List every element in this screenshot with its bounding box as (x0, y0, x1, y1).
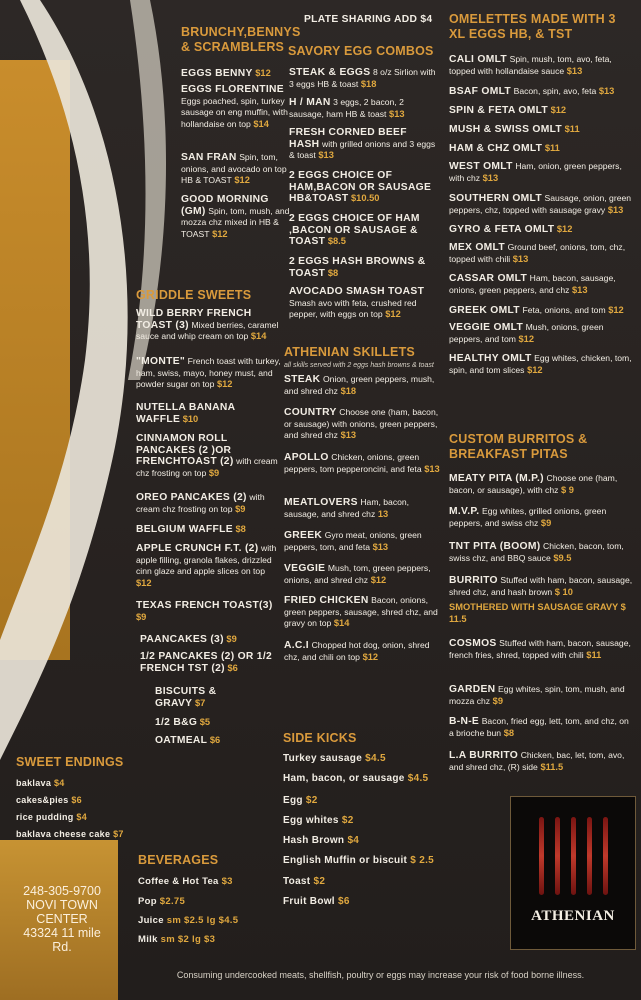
flame-icon (603, 817, 608, 895)
menu-item: M.V.P. Egg whites, grilled onions, green peppers, and swiss chz $9 (449, 506, 607, 528)
menu-item: BSAF OMLT Bacon, spin, avo, feta $13 (449, 86, 615, 97)
menu-item: OREO PANCAKES (2) with cream chz frosting on top $9 (136, 492, 265, 514)
address-line: Rd. (52, 940, 72, 954)
logo-text: ATHENIAN (531, 908, 615, 924)
menu-item: CASSAR OMLT Ham, bacon, sausage, onions, green peppers, and chz $13 (449, 273, 616, 295)
menu-item: TEXAS FRENCH TOAST(3) $9 (136, 600, 273, 622)
side-item: English Muffin or biscuit $ 2.5 (283, 855, 435, 866)
menu-item: TNT PITA (BOOM) Chicken, bacon, tom, swiss chz, and BBQ sauce $9.5 (449, 541, 624, 563)
address-line: CENTER (36, 912, 88, 926)
menu-item: NUTELLA BANANA WAFFLE $10 (136, 402, 235, 425)
menu-item: 2 EGGS CHOICE OF HAM,BACON OR SAUSAGE HB&TOAST $10.50 (289, 170, 432, 204)
menu-item: "MONTE" French toast with turkey, ham, swiss, mayo, honey must, and powder sugar on top $12 (136, 356, 281, 389)
beverage-item: Milk sm $2 lg $3 (138, 934, 216, 945)
menu-item: H / MAN 3 eggs, 2 bacon, 2 sausage, ham HB & toast $13 (289, 97, 405, 119)
side-item: Hash Brown $4 (283, 835, 360, 846)
beverage-item: Juice sm $2.5 lg $4.5 (138, 915, 239, 926)
menu-item: AVOCADO SMASH TOAST Smash avo with feta, crushed red pepper, with eggs on top $12 (289, 286, 425, 319)
skillets-note: all skills served with 2 eggs hash browns & toast (284, 362, 434, 369)
flame-icon (587, 817, 592, 895)
savory-section-title: SAVORY EGG COMBOS (288, 44, 434, 58)
plate-sharing-note: PLATE SHARING ADD $4 (304, 14, 433, 25)
side-item: Ham, bacon, or sausage $4.5 (283, 773, 429, 784)
sweet-section-title: SWEET ENDINGS (16, 755, 124, 769)
menu-item: B-N-E Bacon, fried egg, lett, tom, and chz, on a brioche bun $8 (449, 716, 629, 738)
beverages-section-title: BEVERAGES (138, 853, 219, 867)
flame-icon (539, 817, 544, 895)
side-item: Fruit Bowl $6 (283, 896, 350, 907)
athenian-logo (510, 796, 636, 950)
address-line: NOVI TOWN (26, 898, 98, 912)
menu-item: 1/2 B&G $5 (155, 717, 211, 728)
dessert-item: baklava $4 (16, 778, 65, 788)
dessert-item: cakes&pies $6 (16, 795, 82, 805)
menu-item: 2 EGGS CHOICE OF HAM ,BACON OR SAUSAGE & TOAST $8.5 (289, 213, 420, 247)
menu-item: SPIN & FETA OMLT $12 (449, 105, 567, 116)
flame-icon (555, 817, 560, 895)
menu-item: STEAK & EGGS 8 o/z Sirlion with 3 eggs HB & toast $18 (289, 67, 436, 89)
menu-item: HEALTHY OMLT Egg whites, chicken, tom, spin, and tom slices $12 (449, 353, 632, 375)
menu-item: WILD BERRY FRENCH TOAST (3) Mixed berries, caramel sauce and whip cream on top $14 (136, 308, 279, 341)
beverage-item: Coffee & Hot Tea $3 (138, 876, 233, 887)
side-item: Egg whites $2 (283, 815, 354, 826)
menu-item: SAN FRAN Spin, tom, onions, and avocado on top HB & TOAST $12 (181, 152, 287, 185)
menu-item: CALI OMLT Spin, mush, tom, avo, feta, topped with hollandaise sauce $13 (449, 54, 612, 76)
menu-item: PAANCAKES (3) $9 (140, 634, 237, 645)
menu-item: STEAK Onion, green peppers, mush, and shred chz $18 (284, 374, 435, 396)
sidekicks-section-title: SIDE KICKS (283, 731, 357, 745)
menu-item: BURRITO Stuffed with ham, bacon, sausage, shred chz, and hash brown $ 10 (449, 575, 633, 597)
menu-item: FRESH CORNED BEEF HASH with grilled onions and 3 eggs & toast $13 (289, 127, 436, 160)
food-safety-disclaimer: Consuming undercooked meats, shellfish, poultry or eggs may increase your risk of food borne illness. (176, 970, 585, 980)
menu-item: L.A BURRITO Chicken, bac, let, tom, avo, and shred chz, (R) side $11.5 (449, 750, 625, 772)
menu-item: EGGS FLORENTINE Eggs poached, spin, turkey sausage on eng muffin, with hollandaise on top $14 (181, 84, 288, 129)
menu-item: GREEK Gyro meat, onions, green peppers, tom, and feta $13 (284, 530, 422, 552)
menu-item: A.C.I Chopped hot dog, onion, shred chz, and chili on top $12 (284, 640, 430, 662)
menu-item: MEATLOVERS Ham, bacon, sausage, and shred chz 13 (284, 497, 410, 519)
menu-item: BISCUITS & GRAVY $7 (155, 686, 217, 709)
menu-item: MUSH & SWISS OMLT $11 (449, 124, 580, 135)
menu-item: COSMOS Stuffed with ham, bacon, sausage, french fries, shred, topped with chili $11 (449, 638, 631, 660)
menu-item: APOLLO Chicken, onions, green peppers, tom pepperoncini, and feta $13 (284, 452, 440, 474)
menu-item: 2 EGGS HASH BROWNS & TOAST $8 (289, 256, 426, 279)
contact-info (4, 884, 120, 954)
beverage-item: Pop $2.75 (138, 896, 186, 907)
burritos-section-title: CUSTOM BURRITOS & BREAKFAST PITAS (449, 432, 588, 461)
menu-item: GYRO & FETA OMLT $12 (449, 224, 573, 235)
menu-item: EGGS BENNY $12 (181, 68, 271, 79)
skillets-section-title: ATHENIAN SKILLETS (284, 345, 415, 359)
menu-item: VEGGIE Mush, tom, green peppers, onions, and shred chz $12 (284, 563, 431, 585)
menu-item: GARDEN Egg whites, spin, tom, mush, and mozza chz $9 (449, 684, 625, 706)
menu-item: CINNAMON ROLL PANCAKES (2 )OR FRENCHTOAST (2) with cream chz frosting on top $9 (136, 433, 278, 478)
menu-item: OATMEAL $6 (155, 735, 221, 746)
side-item: Turkey sausage $4.5 (283, 753, 386, 764)
menu-item: APPLE CRUNCH F.T. (2) with apple filling, granola flakes, drizzled cinn glaze and apple slices on top $12 (136, 543, 277, 588)
menu-item: BELGIUM WAFFLE $8 (136, 524, 246, 535)
menu-item: VEGGIE OMLT Mush, onions, green peppers, and tom $12 (449, 322, 604, 344)
dessert-item: baklava cheese cake $7 (16, 829, 124, 839)
side-item: Egg $2 (283, 795, 318, 806)
dessert-item: rice pudding $4 (16, 812, 88, 822)
menu-item: WEST OMLT Ham, onion, green peppers, with chz $13 (449, 161, 622, 183)
omelettes-section-title: OMELETTES MADE WITH 3 XL EGGS HB, & TST (449, 12, 616, 41)
flame-icon (571, 817, 576, 895)
phone-number: 248-305-9700 (23, 884, 101, 898)
menu-item: GREEK OMLT Feta, onions, and tom $12 (449, 305, 624, 316)
menu-item: GOOD MORNING (GM) Spin, tom, mush, and mozza chz mixed in HB & TOAST $12 (181, 194, 290, 239)
brunch-section-title: BRUNCHY,BENNYS & SCRAMBLERS (181, 25, 301, 54)
menu-item: MEATY PITA (M.P.) Choose one (ham, bacon, or sausage), with chz $ 9 (449, 473, 618, 495)
menu-item: FRIED CHICKEN Bacon, onions, green peppers, sausage, shred chz, and gravy on top $14 (284, 595, 438, 628)
side-item: Toast $2 (283, 876, 326, 887)
menu-item: SOUTHERN OMLT Sausage, onion, green peppers, chz, topped with sausage gravy $13 (449, 193, 632, 215)
menu-item: MEX OMLT Ground beef, onions, tom, chz, topped with chili $13 (449, 242, 626, 264)
menu-item: HAM & CHZ OMLT $11 (449, 143, 560, 154)
menu-item: COUNTRY Choose one (ham, bacon, or sausage) with onions, green peppers, and shred chz $13 (284, 407, 439, 440)
griddle-section-title: GRIDDLE SWEETS (136, 288, 252, 302)
menu-item: 1/2 PANCAKES (2) OR 1/2 FRENCH TST (2) $6 (140, 651, 273, 674)
smothered-option: SMOTHERED WITH SAUSAGE GRAVY $ 11.5 (449, 602, 626, 624)
address-line: 43324 11 mile (23, 926, 101, 940)
